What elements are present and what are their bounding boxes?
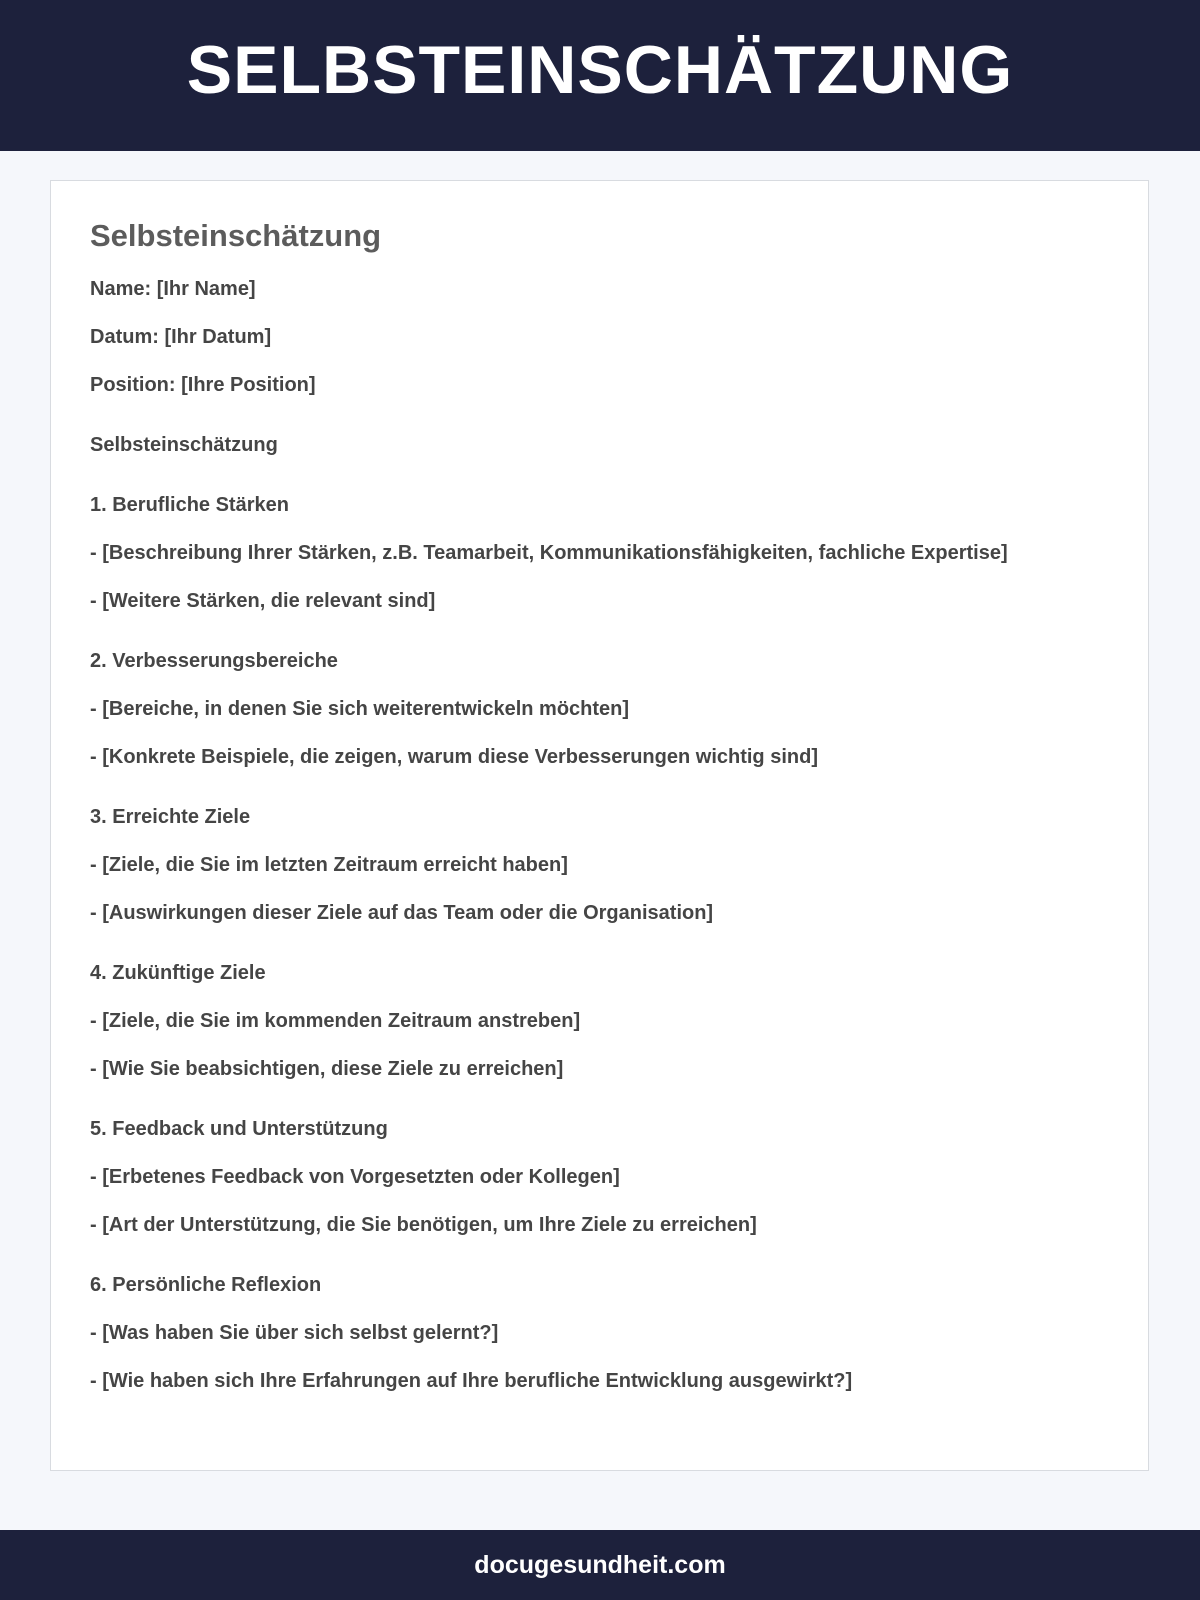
section-heading-strengths: 1. Berufliche Stärken: [90, 494, 289, 516]
list-item: - [Weitere Stärken, die relevant sind]: [90, 590, 436, 612]
section-heading-reflection: 6. Persönliche Reflexion: [90, 1274, 322, 1296]
section-heading-feedback: 5. Feedback und Unterstützung: [90, 1118, 388, 1140]
footer-site: docugesundheit.com: [474, 1550, 726, 1579]
list-item: - [Konkrete Beispiele, die zeigen, warum diese Verbesserungen wichtig sind]: [90, 746, 818, 768]
top-banner: [0, 0, 1200, 151]
list-item: - [Ziele, die Sie im kommenden Zeitraum anstreben]: [90, 1010, 581, 1032]
list-item: - [Ziele, die Sie im letzten Zeitraum erreicht haben]: [90, 854, 568, 876]
footer-bar: [0, 1530, 1200, 1600]
name-field: Name: [Ihr Name]: [90, 278, 256, 300]
list-item: - [Erbetenes Feedback von Vorgesetzten oder Kollegen]: [90, 1166, 620, 1188]
section-heading-achieved-goals: 3. Erreichte Ziele: [90, 806, 251, 828]
section-heading: Selbsteinschätzung: [90, 434, 278, 456]
banner-title: SELBSTEINSCHÄTZUNG: [186, 31, 1014, 108]
document-card: [50, 180, 1149, 1471]
list-item: - [Beschreibung Ihrer Stärken, z.B. Teamarbeit, Kommunikationsfähigkeiten, fachliche Expertise]: [90, 542, 1008, 564]
section-heading-improvements: 2. Verbesserungsbereiche: [90, 650, 338, 672]
list-item: - [Wie haben sich Ihre Erfahrungen auf Ihre berufliche Entwicklung ausgewirkt?]: [90, 1370, 853, 1392]
list-item: - [Wie Sie beabsichtigen, diese Ziele zu erreichen]: [90, 1058, 564, 1080]
list-item: - [Auswirkungen dieser Ziele auf das Team oder die Organisation]: [90, 902, 714, 924]
list-item: - [Art der Unterstützung, die Sie benötigen, um Ihre Ziele zu erreichen]: [90, 1214, 757, 1236]
document-title: Selbsteinschätzung: [90, 218, 382, 253]
date-field: Datum: [Ihr Datum]: [90, 326, 272, 348]
list-item: - [Was haben Sie über sich selbst gelernt?]: [90, 1322, 499, 1344]
position-field: Position: [Ihre Position]: [90, 374, 316, 396]
list-item: - [Bereiche, in denen Sie sich weiterentwickeln möchten]: [90, 698, 630, 720]
section-heading-future-goals: 4. Zukünftige Ziele: [90, 962, 266, 984]
